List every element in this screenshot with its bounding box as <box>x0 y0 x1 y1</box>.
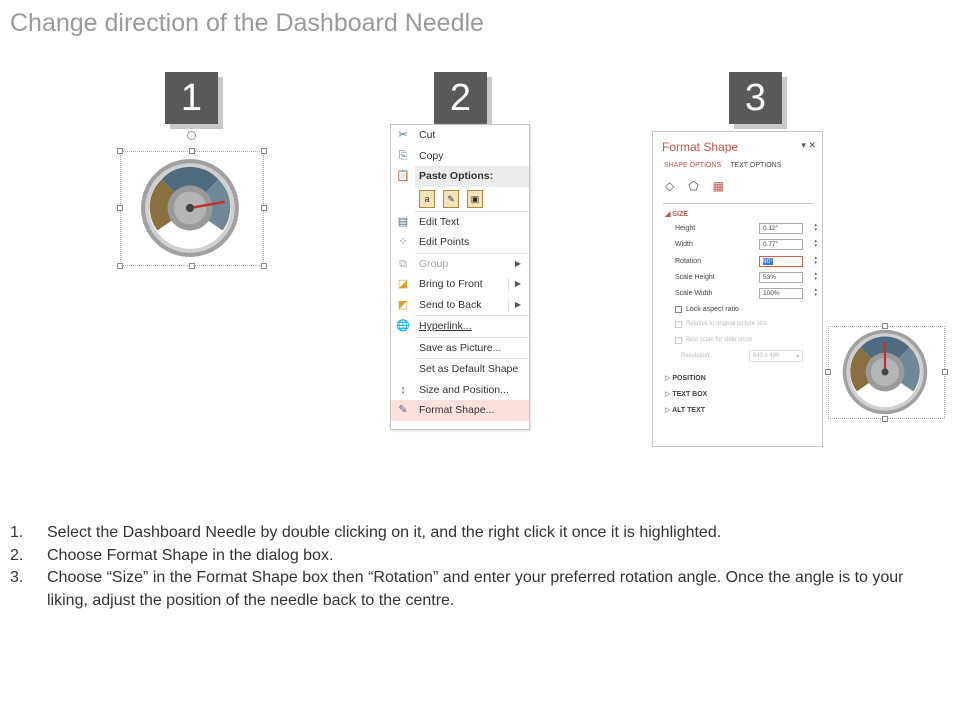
submenu-arrow-icon: ▶ <box>514 258 521 268</box>
section-position[interactable]: ▷ POSITION <box>665 375 706 382</box>
dashboard-gauge-rotated[interactable] <box>841 328 929 416</box>
format-shape-icon: ✎ <box>398 404 408 416</box>
spinner-icon[interactable]: ▴ ▾ <box>814 271 817 282</box>
tab-shape-options[interactable]: SHAPE OPTIONS <box>664 162 722 169</box>
menu-item-format-shape[interactable] <box>391 400 529 421</box>
paste-keep-source-icon[interactable]: a <box>419 190 435 208</box>
tab-text-options[interactable]: TEXT OPTIONS <box>730 162 782 169</box>
menu-item-hyperlink[interactable] <box>391 316 529 337</box>
instructions-list <box>10 522 930 612</box>
resolution-value: 640 x 480 <box>753 353 780 359</box>
field-label: Width <box>675 241 693 248</box>
submenu-arrow-icon[interactable]: ▶ <box>514 279 521 288</box>
menu-item-set-default-shape[interactable] <box>391 359 529 380</box>
paste-options-row <box>391 187 529 211</box>
resize-handle[interactable] <box>261 205 267 211</box>
spinner-icon[interactable]: ▴ ▾ <box>814 238 817 249</box>
copy-icon: ⎘ <box>398 149 408 162</box>
group-icon: ⧉ <box>399 257 407 270</box>
height-input[interactable]: 0.12" <box>759 223 803 234</box>
resize-handle[interactable] <box>261 148 267 154</box>
relative-size-label: Relative to original picture size <box>686 321 768 327</box>
paste-picture-icon[interactable]: ▣ <box>467 190 483 208</box>
item-number: 2. <box>10 546 24 564</box>
best-scale-checkbox <box>675 337 682 344</box>
menu-item-cut[interactable] <box>391 125 529 146</box>
menu-label: Send to Back <box>419 298 482 311</box>
menu-label: Paste Options: <box>415 166 529 187</box>
field-rotation <box>675 256 815 268</box>
rotation-input[interactable] <box>759 256 803 267</box>
field-scale-height <box>675 272 815 284</box>
step-badge-2: 2 <box>434 72 487 124</box>
resize-handle[interactable] <box>882 416 888 422</box>
menu-item-send-to-back[interactable] <box>391 295 529 316</box>
menu-label: Hyperlink... <box>419 320 472 332</box>
menu-label: Set as Default Shape <box>419 363 519 375</box>
menu-label: Cut <box>419 129 436 141</box>
context-menu <box>390 124 530 430</box>
dashboard-gauge[interactable] <box>139 157 241 259</box>
resize-handle[interactable] <box>942 369 948 375</box>
step-badge-3: 3 <box>729 72 782 124</box>
menu-label: Edit Points <box>419 236 470 248</box>
section-size[interactable]: ◢ SIZE <box>665 211 688 218</box>
menu-label: Save as Picture... <box>419 341 502 354</box>
resolution-label: Resolution <box>681 353 710 359</box>
instruction-item <box>10 545 930 568</box>
section-label: SIZE <box>672 211 688 218</box>
section-label: ALT TEXT <box>672 407 705 414</box>
width-input[interactable]: 0.77" <box>759 239 803 250</box>
edit-text-icon: ▤ <box>397 215 409 228</box>
item-number: 3. <box>10 569 24 586</box>
field-scale-width <box>675 288 815 300</box>
chevron-down-icon: ▾ <box>795 354 799 360</box>
resize-handle[interactable] <box>825 369 831 375</box>
relative-size-checkbox <box>675 321 682 328</box>
size-position-icon: ↕ <box>400 383 406 396</box>
bring-front-icon: ◪ <box>397 278 409 290</box>
instruction-item <box>10 522 930 545</box>
resize-handle[interactable] <box>189 148 195 154</box>
lock-aspect-checkbox[interactable] <box>675 306 682 313</box>
best-scale-label: Best scale for slide show <box>686 337 753 343</box>
step-badge-1: 1 <box>165 72 218 124</box>
menu-item-edit-points[interactable] <box>391 232 529 253</box>
resize-handle[interactable] <box>117 205 123 211</box>
hyperlink-icon: 🌐 <box>396 320 410 332</box>
spinner-icon[interactable]: ▴ ▾ <box>814 255 817 266</box>
instruction-item <box>10 567 930 612</box>
menu-label: Copy <box>419 149 444 162</box>
size-properties-icon[interactable]: ▦ <box>712 179 725 193</box>
menu-item-bring-to-front[interactable] <box>391 274 529 295</box>
menu-label: Edit Text <box>419 215 460 228</box>
resize-handle[interactable] <box>189 263 195 269</box>
menu-label: Bring to Front <box>419 278 483 290</box>
close-icon[interactable]: ✕ <box>808 140 816 150</box>
menu-label: Format Shape... <box>419 404 495 416</box>
format-shape-pane <box>652 131 823 447</box>
item-number: 1. <box>10 524 24 541</box>
item-text: Choose “Size” in the Format Shape box then “Rotation” and enter your preferred rotation angle. Once the angle is to your liking, adjust the position of the needle back to the centre. <box>47 569 904 609</box>
spinner-icon[interactable]: ▴ ▾ <box>814 287 817 298</box>
submenu-arrow-icon[interactable]: ▶ <box>514 299 521 309</box>
pane-title: Format Shape <box>662 140 739 154</box>
resize-handle[interactable] <box>261 263 267 269</box>
paste-icon: 📋 <box>396 170 410 182</box>
section-alt-text[interactable]: ▷ ALT TEXT <box>665 407 705 414</box>
field-label: Height <box>675 225 696 232</box>
send-back-icon: ◩ <box>397 298 409 311</box>
edit-points-icon: ⁘ <box>398 236 408 248</box>
menu-item-edit-text[interactable] <box>391 212 529 233</box>
menu-item-group <box>391 254 529 275</box>
menu-header-paste-options <box>391 166 529 187</box>
scale-width-input[interactable]: 100% <box>759 288 803 299</box>
item-text: Select the Dashboard Needle by double clicking on it, and the right click it once it is highlighted. <box>47 524 722 541</box>
section-label: TEXT BOX <box>672 391 708 398</box>
scale-height-input[interactable]: 53% <box>759 272 803 283</box>
spinner-icon[interactable]: ▴ ▾ <box>814 222 817 233</box>
field-label: Scale Height <box>675 274 715 281</box>
section-text-box[interactable]: ▷ TEXT BOX <box>665 391 708 398</box>
pane-options-icon[interactable]: ▾ <box>801 140 806 150</box>
fill-line-icon[interactable]: ◇ <box>665 179 675 193</box>
rotation-value: 90° <box>763 258 773 265</box>
menu-item-copy[interactable] <box>391 146 529 167</box>
resize-handle[interactable] <box>117 263 123 269</box>
resolution-select <box>749 350 803 362</box>
item-text: Choose Format Shape in the dialog box. <box>47 546 334 564</box>
effects-pentagon-icon[interactable]: ⬠ <box>688 179 699 193</box>
rotate-handle-icon[interactable] <box>187 131 196 140</box>
lock-aspect-label: Lock aspect ratio <box>686 306 739 313</box>
page-title: Change direction of the Dashboard Needle <box>10 9 484 37</box>
field-width <box>675 239 815 251</box>
field-label: Rotation <box>675 258 702 265</box>
menu-item-size-position[interactable] <box>391 380 529 401</box>
menu-label: Group <box>419 257 449 270</box>
menu-label: Size and Position... <box>419 383 509 396</box>
field-label: Scale Width <box>675 290 713 297</box>
section-label: POSITION <box>672 375 706 382</box>
divider <box>663 203 814 204</box>
resize-handle[interactable] <box>117 148 123 154</box>
scissors-icon: ✂ <box>398 129 408 141</box>
field-height <box>675 223 815 235</box>
paste-merge-format-icon[interactable]: ✎ <box>443 190 459 208</box>
menu-item-save-as-picture[interactable] <box>391 338 529 359</box>
